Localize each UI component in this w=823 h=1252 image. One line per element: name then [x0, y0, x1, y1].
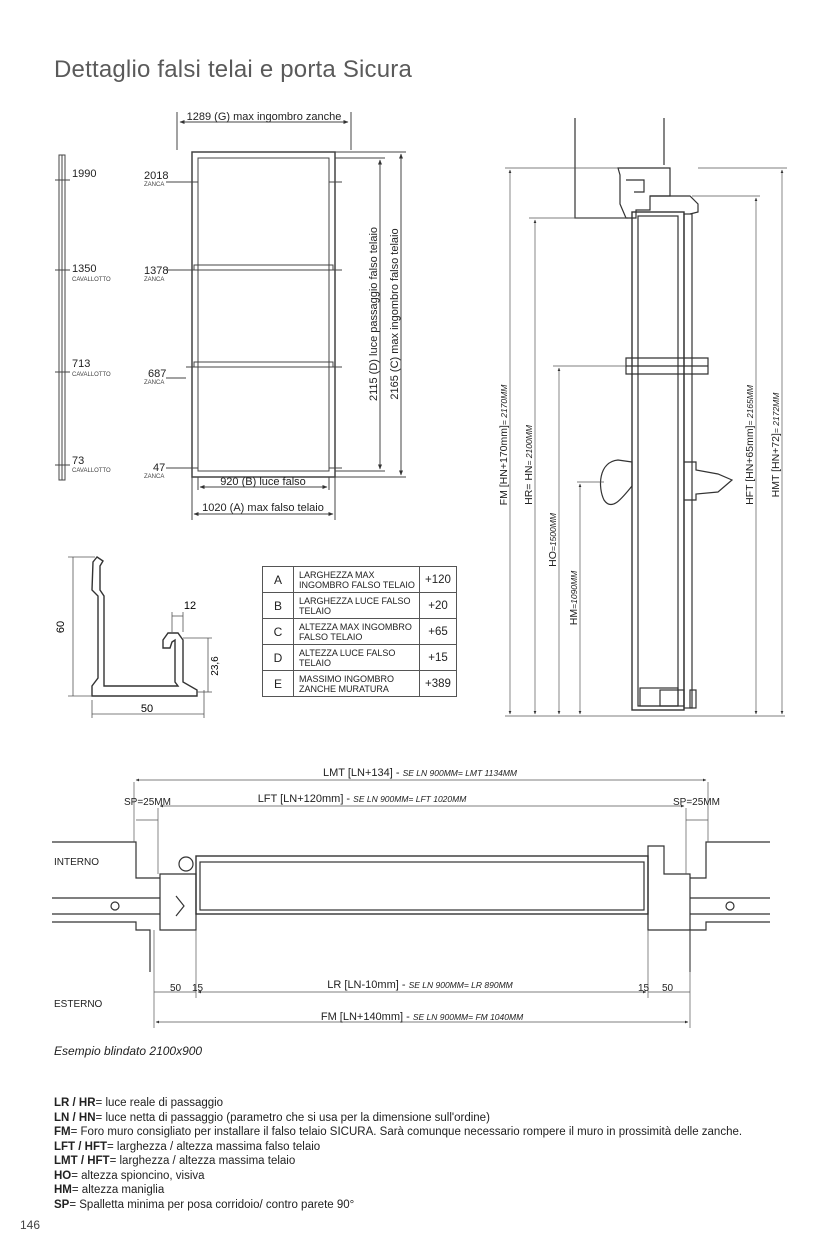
left-sub-73: CAVALLOTTO — [72, 468, 111, 474]
table-key: D — [263, 645, 294, 671]
svg-text:LMT [LN+134] - SE LN 900MM= LM — [323, 767, 518, 779]
table-key: A — [263, 567, 294, 593]
legend-item — [54, 1198, 742, 1213]
legend-item — [54, 1111, 742, 1126]
dim-15-left: 15 — [192, 983, 204, 994]
legend-term: LN / HN — [54, 1111, 96, 1124]
table-key: C — [263, 619, 294, 645]
legend-term: SP — [54, 1198, 70, 1211]
hm-height-example: =1090MM — [569, 570, 579, 609]
fm-width-example: SE LN 900MM= FM 1040MM — [412, 1012, 524, 1022]
left-label-713: 713 — [72, 358, 91, 370]
table-value: +389 — [420, 671, 457, 697]
legend-item — [54, 1183, 742, 1198]
esterno-label: ESTERNO — [54, 999, 103, 1010]
inner-width-label: 920 (B) luce falso — [220, 476, 306, 488]
table-desc: LARGHEZZA LUCE FALSO TELAIO — [294, 593, 420, 619]
profile-height-label: 60 — [55, 620, 67, 634]
svg-text:FM [LN+140mm] - SE LN 900MM= F — [321, 1011, 524, 1023]
dim-15-right: 15 — [638, 983, 650, 994]
outer-width-label: 1020 (A) max falso telaio — [202, 502, 324, 514]
interno-label: INTERNO — [54, 857, 99, 868]
ho-height-example: =1500MM — [548, 513, 558, 552]
table-value: +65 — [420, 619, 457, 645]
legend-term: HM — [54, 1184, 72, 1196]
legend-text: = altezza spioncino, visiva — [71, 1169, 205, 1182]
legend-item — [54, 1096, 742, 1111]
lr-width-label: LR [LN-10mm] - — [327, 979, 409, 991]
table-desc: ALTEZZA LUCE FALSO TELAIO — [294, 645, 420, 671]
table-value: +15 — [420, 645, 457, 671]
legend-term: LR / HR — [54, 1097, 96, 1109]
hr-height-label: HR= HN — [523, 465, 535, 505]
legend-text: = luce netta di passaggio (parametro che si usa per la dimensione sull'ordine) — [95, 1111, 490, 1124]
dim-50-right: 50 — [662, 983, 674, 994]
left-label-73: 73 — [72, 455, 85, 467]
fm-height-label: FM [HN+170mm] — [498, 425, 510, 506]
left-label-1350: 1350 — [72, 263, 97, 275]
svg-text:LFT [LN+120mm] - SE LN 900MM= — [258, 793, 468, 805]
legend-term: HO — [54, 1169, 72, 1182]
top-dim-label: 1289 (G) max ingombro zanche — [186, 111, 342, 123]
legend-term: LMT / HFT — [54, 1155, 110, 1167]
dim-50-left: 50 — [170, 983, 182, 994]
hmt-height-example: = 2172MM — [771, 392, 781, 434]
lmt-width-label: LMT [LN+134] - — [323, 767, 403, 779]
sp-right-label: SP=25MM — [673, 797, 720, 808]
svg-text:LR [LN-10mm] - SE LN 900MM= LR — [327, 979, 513, 991]
example-caption: Esempio blindato 2100x900 — [54, 1044, 203, 1058]
hmt-height-label: HMT [HN+72] — [770, 433, 782, 498]
left-sub-1350: CAVALLOTTO — [72, 277, 111, 283]
table-key: B — [263, 593, 294, 619]
legend-text: = Spalletta minima per posa corridoio/ contro parete 90° — [69, 1198, 355, 1211]
sp-left-label: SP=25MM — [124, 797, 171, 808]
mid-sub-1378: ZANCA — [144, 277, 165, 283]
legend — [54, 1096, 742, 1212]
page-number: 146 — [20, 1218, 41, 1232]
hr-height-example: = 2100MM — [524, 425, 534, 466]
legend-term: LFT / HFT — [54, 1140, 108, 1153]
hft-height-example: = 2165MM — [745, 385, 755, 426]
fm-width-label: FM [LN+140mm] - — [320, 1011, 413, 1023]
legend-text: = altezza maniglia — [71, 1184, 165, 1196]
legend-item — [54, 1140, 742, 1155]
mid-sub-687: ZANCA — [144, 380, 165, 386]
legend-text: = larghezza / altezza massima falso telaio — [107, 1140, 321, 1153]
lr-width-example: SE LN 900MM= LR 890MM — [408, 980, 513, 990]
profile-width-label: 50 — [140, 703, 154, 715]
mid-label-2018: 2018 — [144, 170, 169, 182]
hft-height-label: HFT [HN+65mm] — [744, 425, 756, 505]
lft-width-label: LFT [LN+120mm] - — [257, 793, 354, 805]
legend-item — [54, 1154, 742, 1169]
legend-text: = Foro muro consigliato per installare il falso telaio SICURA. Sarà comunque necessario rompere il muro in prossimità delle zanche. — [70, 1126, 743, 1138]
legend-term: FM — [54, 1126, 71, 1138]
vert-dim-c-label: 2165 (C) max ingombro falso telaio — [389, 228, 401, 400]
legend-text: = luce reale di passaggio — [95, 1097, 224, 1109]
lft-width-example: SE LN 900MM= LFT 1020MM — [353, 794, 467, 804]
page-title: Dettaglio falsi telai e porta Sicura — [54, 56, 413, 83]
hm-height-label: HM — [568, 608, 580, 626]
profile-return-label: 23,6 — [210, 656, 221, 676]
profile-lip-label: 12 — [183, 600, 197, 612]
lmt-width-example: SE LN 900MM= LMT 1134MM — [402, 768, 517, 778]
table-desc: ALTEZZA MAX INGOMBRO FALSO TELAIO — [294, 619, 420, 645]
mid-sub-2018: ZANCA — [144, 182, 165, 188]
legend-text: = larghezza / altezza massima telaio — [109, 1155, 296, 1167]
left-sub-713: CAVALLOTTO — [72, 372, 111, 378]
mid-label-1378: 1378 — [144, 265, 169, 277]
table-desc: MASSIMO INGOMBRO ZANCHE MURATURA — [294, 671, 420, 697]
fm-height-example: = 2170MM — [499, 384, 509, 426]
legend-item — [54, 1125, 742, 1140]
left-label-1990: 1990 — [72, 168, 97, 180]
table-key: E — [263, 671, 294, 697]
legend-item — [54, 1169, 742, 1184]
vert-dim-d-label: 2115 (D) luce passaggio falso telaio — [368, 226, 380, 402]
mid-label-47: 47 — [153, 462, 166, 474]
ho-height-label: HO — [547, 551, 559, 567]
mid-label-687: 687 — [148, 368, 167, 380]
mid-sub-47: ZANCA — [144, 474, 165, 480]
table-desc: LARGHEZZA MAX INGOMBRO FALSO TELAIO — [294, 567, 420, 593]
table-value: +20 — [420, 593, 457, 619]
table-value: +120 — [420, 567, 457, 593]
